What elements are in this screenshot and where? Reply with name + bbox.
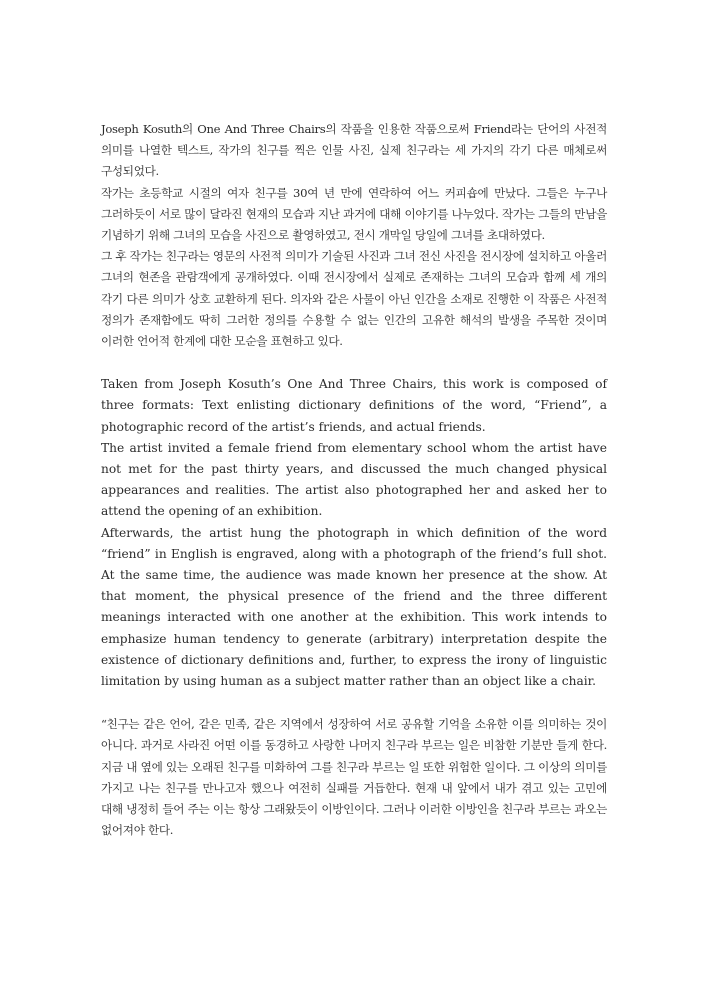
english-paragraph-2: The artist invited a female friend from elementary school whom the artist have not met for the past thirty years, and discussed the much changed physical appearances and realities. The artist also photographed her and asked her to attend the opening of an exhibition. bbox=[101, 440, 607, 519]
korean-paragraph-2: 작가는 초등학교 시절의 여자 친구를 30여 년 만에 연락하여 어느 커피숍에 만났다. 그들은 누구나 그러하듯이 서로 많이 달라진 현재의 모습과 지난 과거에 대해 이야기를 나누었다. 작가는 그들의 만남을 기념하기 위해 그녀의 모습을 사진으로 촬영하였고, 전시 개막일 당일에 그녀를 초대하였다. bbox=[101, 185, 607, 243]
english-section bbox=[101, 374, 607, 692]
korean-intro-section bbox=[101, 119, 607, 352]
korean-paragraph-1: Joseph Kosuth의 One And Three Chairs의 작품을 인용한 작품으로써 Friend라는 단어의 사전적 의미를 나열한 텍스트, 작가의 친구를 찍은 인물 사진, 실제 친구라는 세 가지의 각기 다른 매체로써 구성되었다. bbox=[101, 122, 607, 179]
korean-quote-section bbox=[101, 714, 607, 841]
korean-paragraph-3: 그 후 작가는 친구라는 영문의 사전적 의미가 기술된 사진과 그녀 전신 사진을 전시장에 설치하고 아울러 그녀의 현존을 관람객에게 공개하였다. 이때 전시장에서 실제로 존재하는 그녀의 모습과 함께 세 개의 각기 다른 의미가 상호 교환하게 된다. 의자와 같은 사물이 아닌 인간을 소재로 진행한 이 작품은 사전적 정의가 존재함에도 딱히 그러한 정의를 수용할 수 없는 인간의 고유한 해석의 발생을 주목한 것이며 이러한 언어적 한계에 대한 모순을 표현하고 있다. bbox=[101, 249, 607, 349]
document-body bbox=[101, 119, 607, 842]
section-spacer bbox=[101, 692, 607, 714]
english-paragraph-1: Taken from Joseph Kosuth’s One And Three Chairs, this work is composed of three formats: Text enlisting dictionary definitions of the word, “Friend”, a photographic record of the artist’s friends, and actual friends. bbox=[101, 377, 607, 434]
section-spacer bbox=[101, 352, 607, 374]
english-paragraph-3: Afterwards, the artist hung the photograph in which definition of the word “friend” in English is engraved, along with a photograph of the friend’s full shot. At the same time, the audience was made known her presence at the show. At that moment, the physical presence of the friend and the three different meanings interacted with one another at the exhibition. This work intends to emphasize human tendency to generate (arbitrary) interpretation despite the existence of dictionary definitions and, further, to express the irony of linguistic limitation by using human as a subject matter rather than an object like a chair. bbox=[101, 525, 607, 689]
korean-quote-paragraph: “친구는 같은 언어, 같은 민족, 같은 지역에서 성장하여 서로 공유할 기억을 소유한 이를 의미하는 것이 아니다. 과거로 사라진 어떤 이를 동경하고 사랑한 나머지 친구라 부르는 일은 비참한 기분만 들게 한다. 지금 내 옆에 있는 오래된 친구를 미화하여 그를 친구라 부르는 일 또한 위험한 일이다. 그 이상의 의미를 가지고 나는 친구를 만나고자 했으나 여전히 실패를 거듭한다. 현재 내 앞에서 내가 겪고 있는 고민에 대해 냉정히 들어 주는 이는 항상 그래왔듯이 이방인이다. 그러나 이러한 이방인을 친구라 부르는 과오는 없어져야 한다. bbox=[101, 717, 607, 838]
